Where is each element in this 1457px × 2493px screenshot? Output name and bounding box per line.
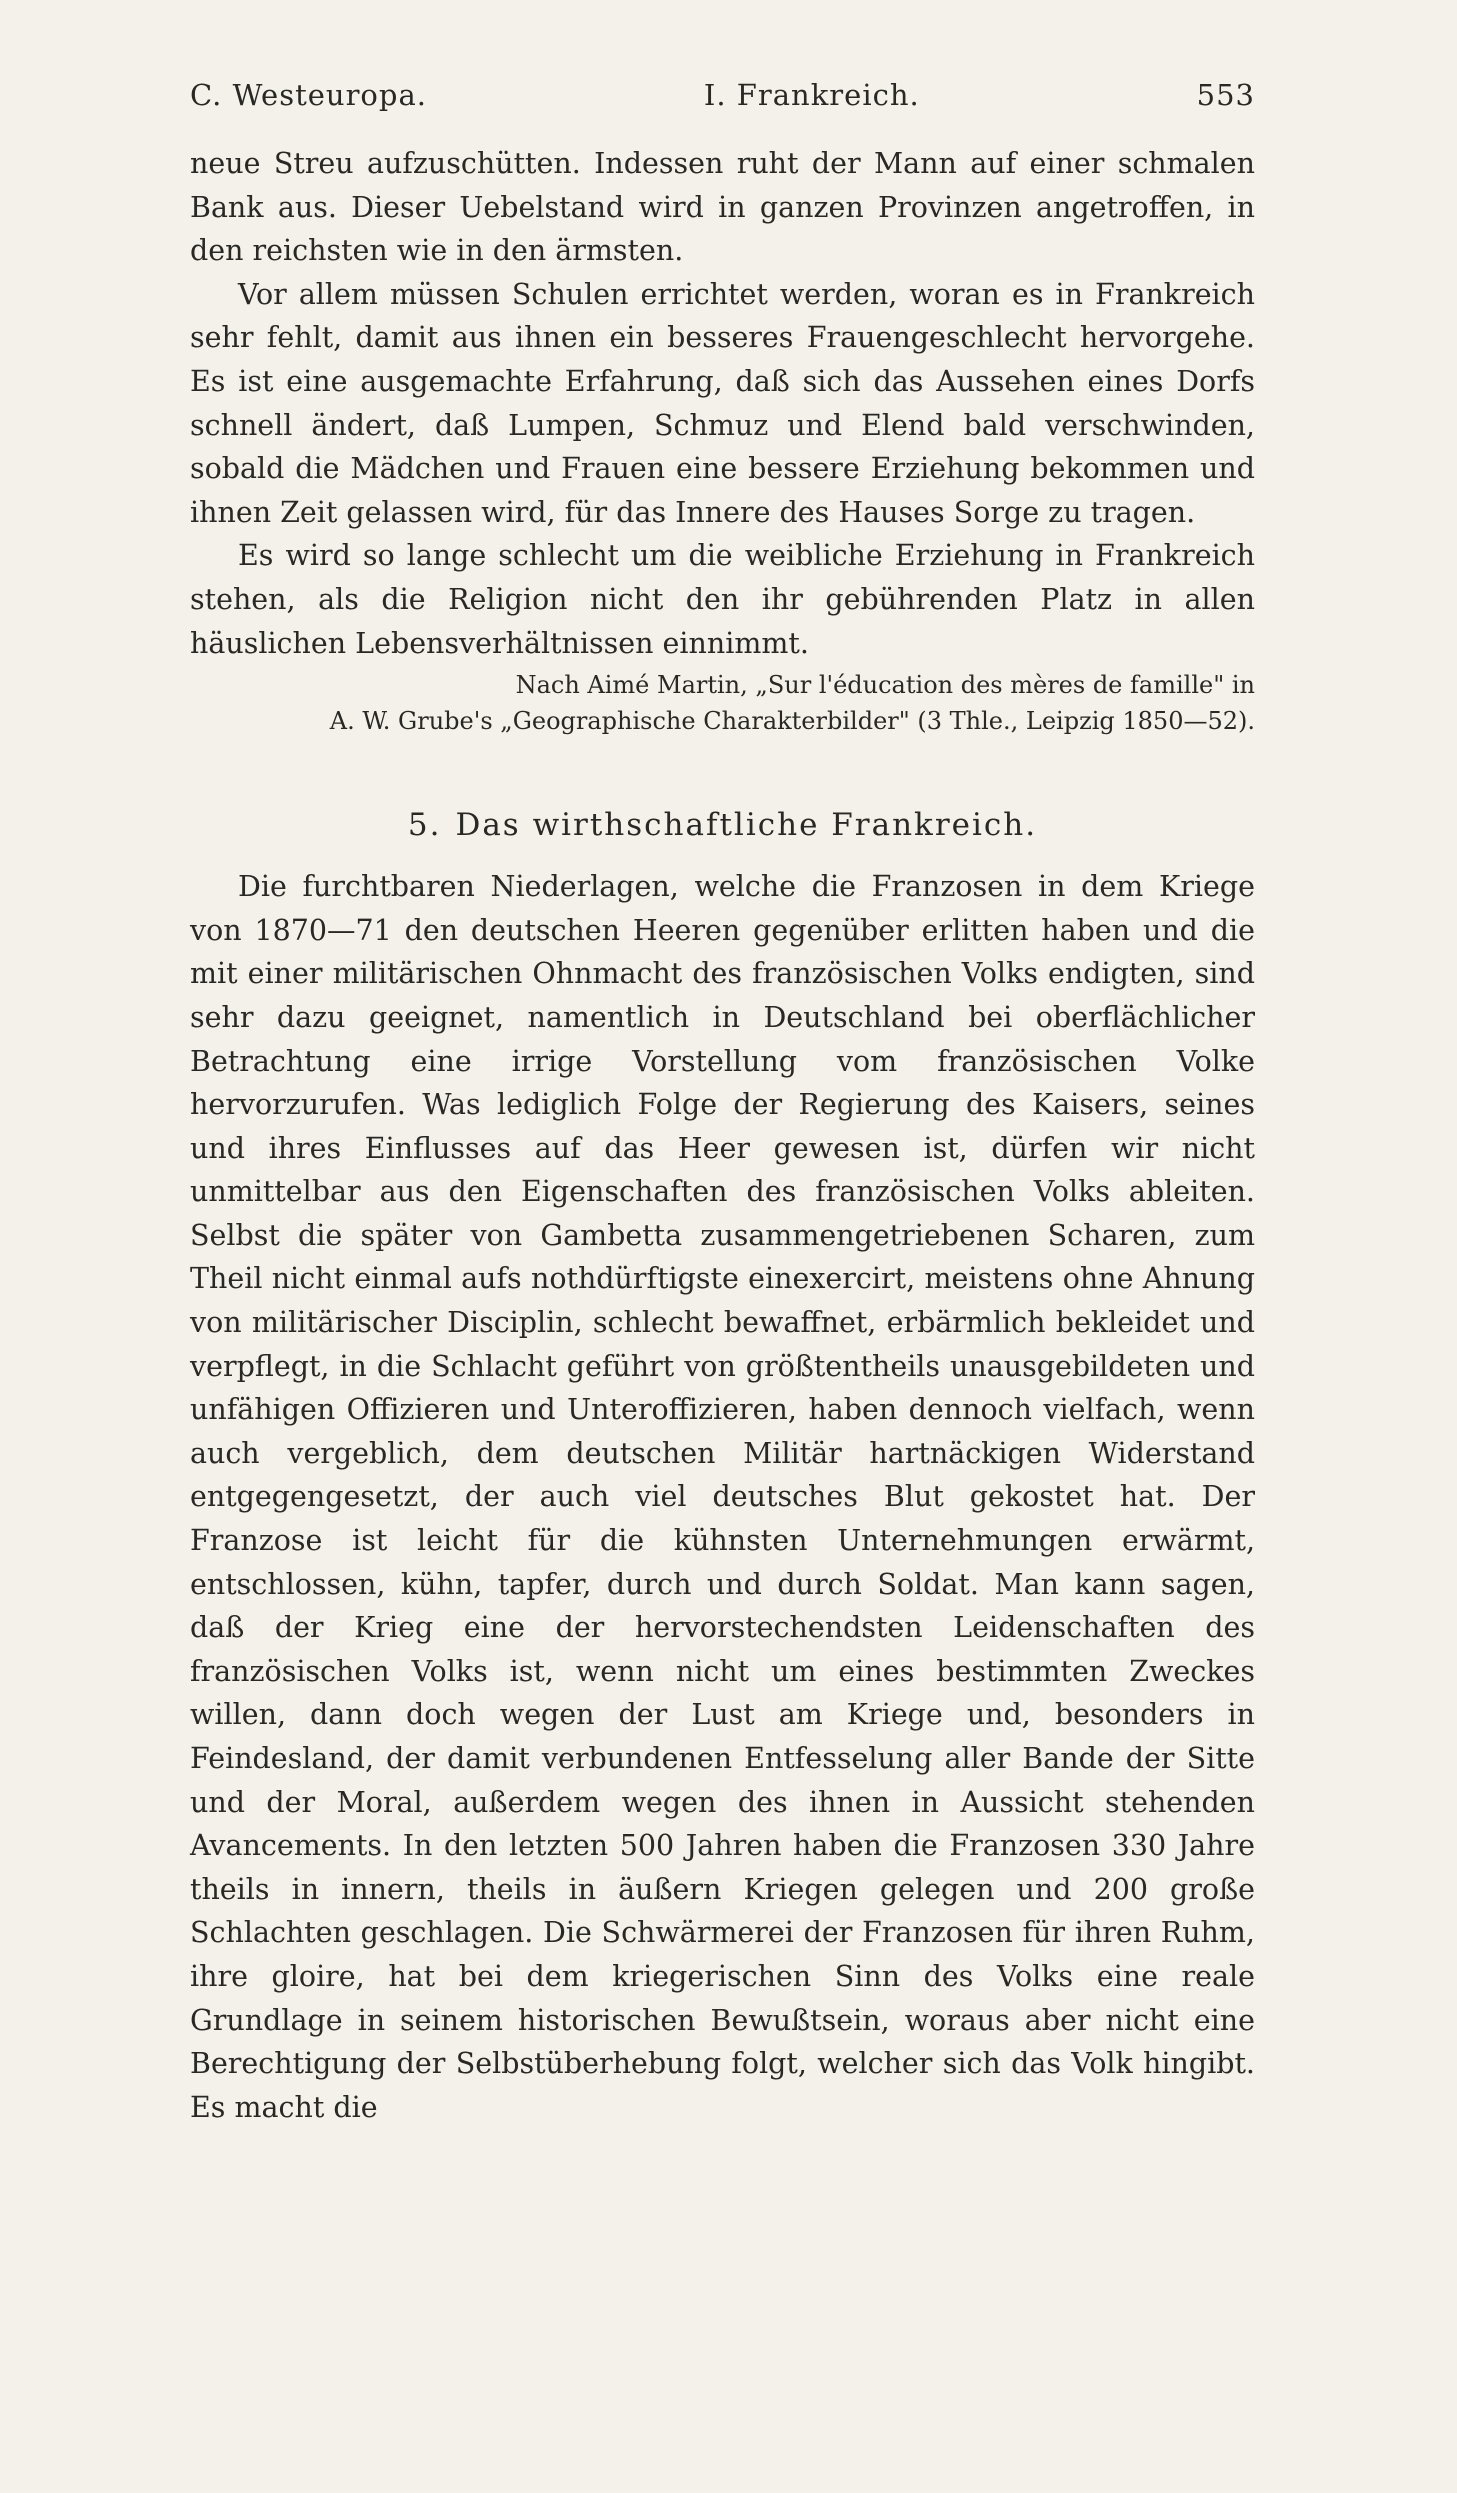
- citation-line: Nach Aimé Martin, „Sur l'éducation des mères de famille" in: [515, 671, 1255, 700]
- page-number: 553: [1196, 78, 1255, 112]
- section-heading: [190, 807, 1255, 843]
- section-title: Das wirthschaftliche Frankreich.: [455, 807, 1038, 844]
- paragraph: Es wird so lange schlecht um die weibliche Erziehung in Frankreich stehen, als die Religion nicht den ihr gebührenden Platz in allen häuslichen Lebensverhältnissen einnimmt.: [190, 539, 1255, 660]
- body-text: [190, 142, 1255, 2129]
- section-number: 5.: [407, 807, 442, 844]
- header-chapter: I. Frankreich.: [703, 78, 920, 112]
- running-header: [190, 78, 1255, 112]
- citation-line: A. W. Grube's „Geographische Charakterbilder" (3 Thle., Leipzig 1850—52).: [329, 707, 1255, 736]
- paragraph: Vor allem müssen Schulen errichtet werden, woran es in Frankreich sehr fehlt, damit aus ihnen ein besseres Frauengeschlecht hervorgehe. Es ist eine ausgemachte Erfahrung, daß sich das Aussehen eines Dorfs schnell ändert, daß Lumpen, Schmuz und Elend bald verschwinden, sobald die Mädchen und Frauen eine bessere Erziehung bekommen und ihnen Zeit gelassen wird, für das Innere des Hauses Sorge zu tragen.: [190, 277, 1255, 529]
- header-section: C. Westeuropa.: [190, 78, 427, 112]
- source-citation: [190, 667, 1255, 739]
- paragraph: neue Streu aufzuschütten. Indessen ruht der Mann auf einer schmalen Bank aus. Dieser Uebelstand wird in ganzen Provinzen angetroffen, in den reichsten wie in den ärmsten.: [190, 147, 1255, 268]
- paragraph: Die furchtbaren Niederlagen, welche die Franzosen in dem Kriege von 1870—71 den deutschen Heeren gegenüber erlitten haben und die mit einer militärischen Ohnmacht des französischen Volks endigten, sind sehr dazu geeignet, namentlich in Deutschland bei oberflächlicher Betrachtung eine irrige Vorstellung vom französischen Volke hervorzurufen. Was lediglich Folge der Regierung des Kaisers, seines und ihres Einflusses auf das Heer gewesen ist, dürfen wir nicht unmittelbar aus den Eigenschaften des französischen Volks ableiten. Selbst die später von Gambetta zusammengetriebenen Scharen, zum Theil nicht einmal aufs nothdürftigste einexercirt, meistens ohne Ahnung von militärischer Disciplin, schlecht bewaffnet, erbärmlich bekleidet und verpflegt, in die Schlacht geführt von größtentheils unausgebildeten und unfähigen Offizieren und Unteroffizieren, haben dennoch vielfach, wenn auch vergeblich, dem deutschen Militär hartnäckigen Widerstand entgegengesetzt, der auch viel deutsches Blut gekostet hat. Der Franzose ist leicht für die kühnsten Unternehmungen erwärmt, entschlossen, kühn, tapfer, durch und durch Soldat. Man kann sagen, daß der Krieg eine der hervorstechendsten Leidenschaften des französischen Volks ist, wenn nicht um eines bestimmten Zweckes willen, dann doch wegen der Lust am Kriege und, besonders in Feindesland, der damit verbundenen Entfesselung aller Bande der Sitte und der Moral, außerdem wegen des ihnen in Aussicht stehenden Avancements. In den letzten 500 Jahren haben die Franzosen 330 Jahre theils in innern, theils in äußern Kriegen gelegen und 200 große Schlachten geschlagen. Die Schwärmerei der Franzosen für ihren Ruhm, ihre gloire, hat bei dem kriegerischen Sinn des Volks eine reale Grundlage in seinem historischen Bewußtsein, woraus aber nicht eine Berechtigung der Selbstüberhebung folgt, welcher sich das Volk hingibt. Es macht die: [190, 870, 1255, 2124]
- book-page: [190, 78, 1255, 2129]
